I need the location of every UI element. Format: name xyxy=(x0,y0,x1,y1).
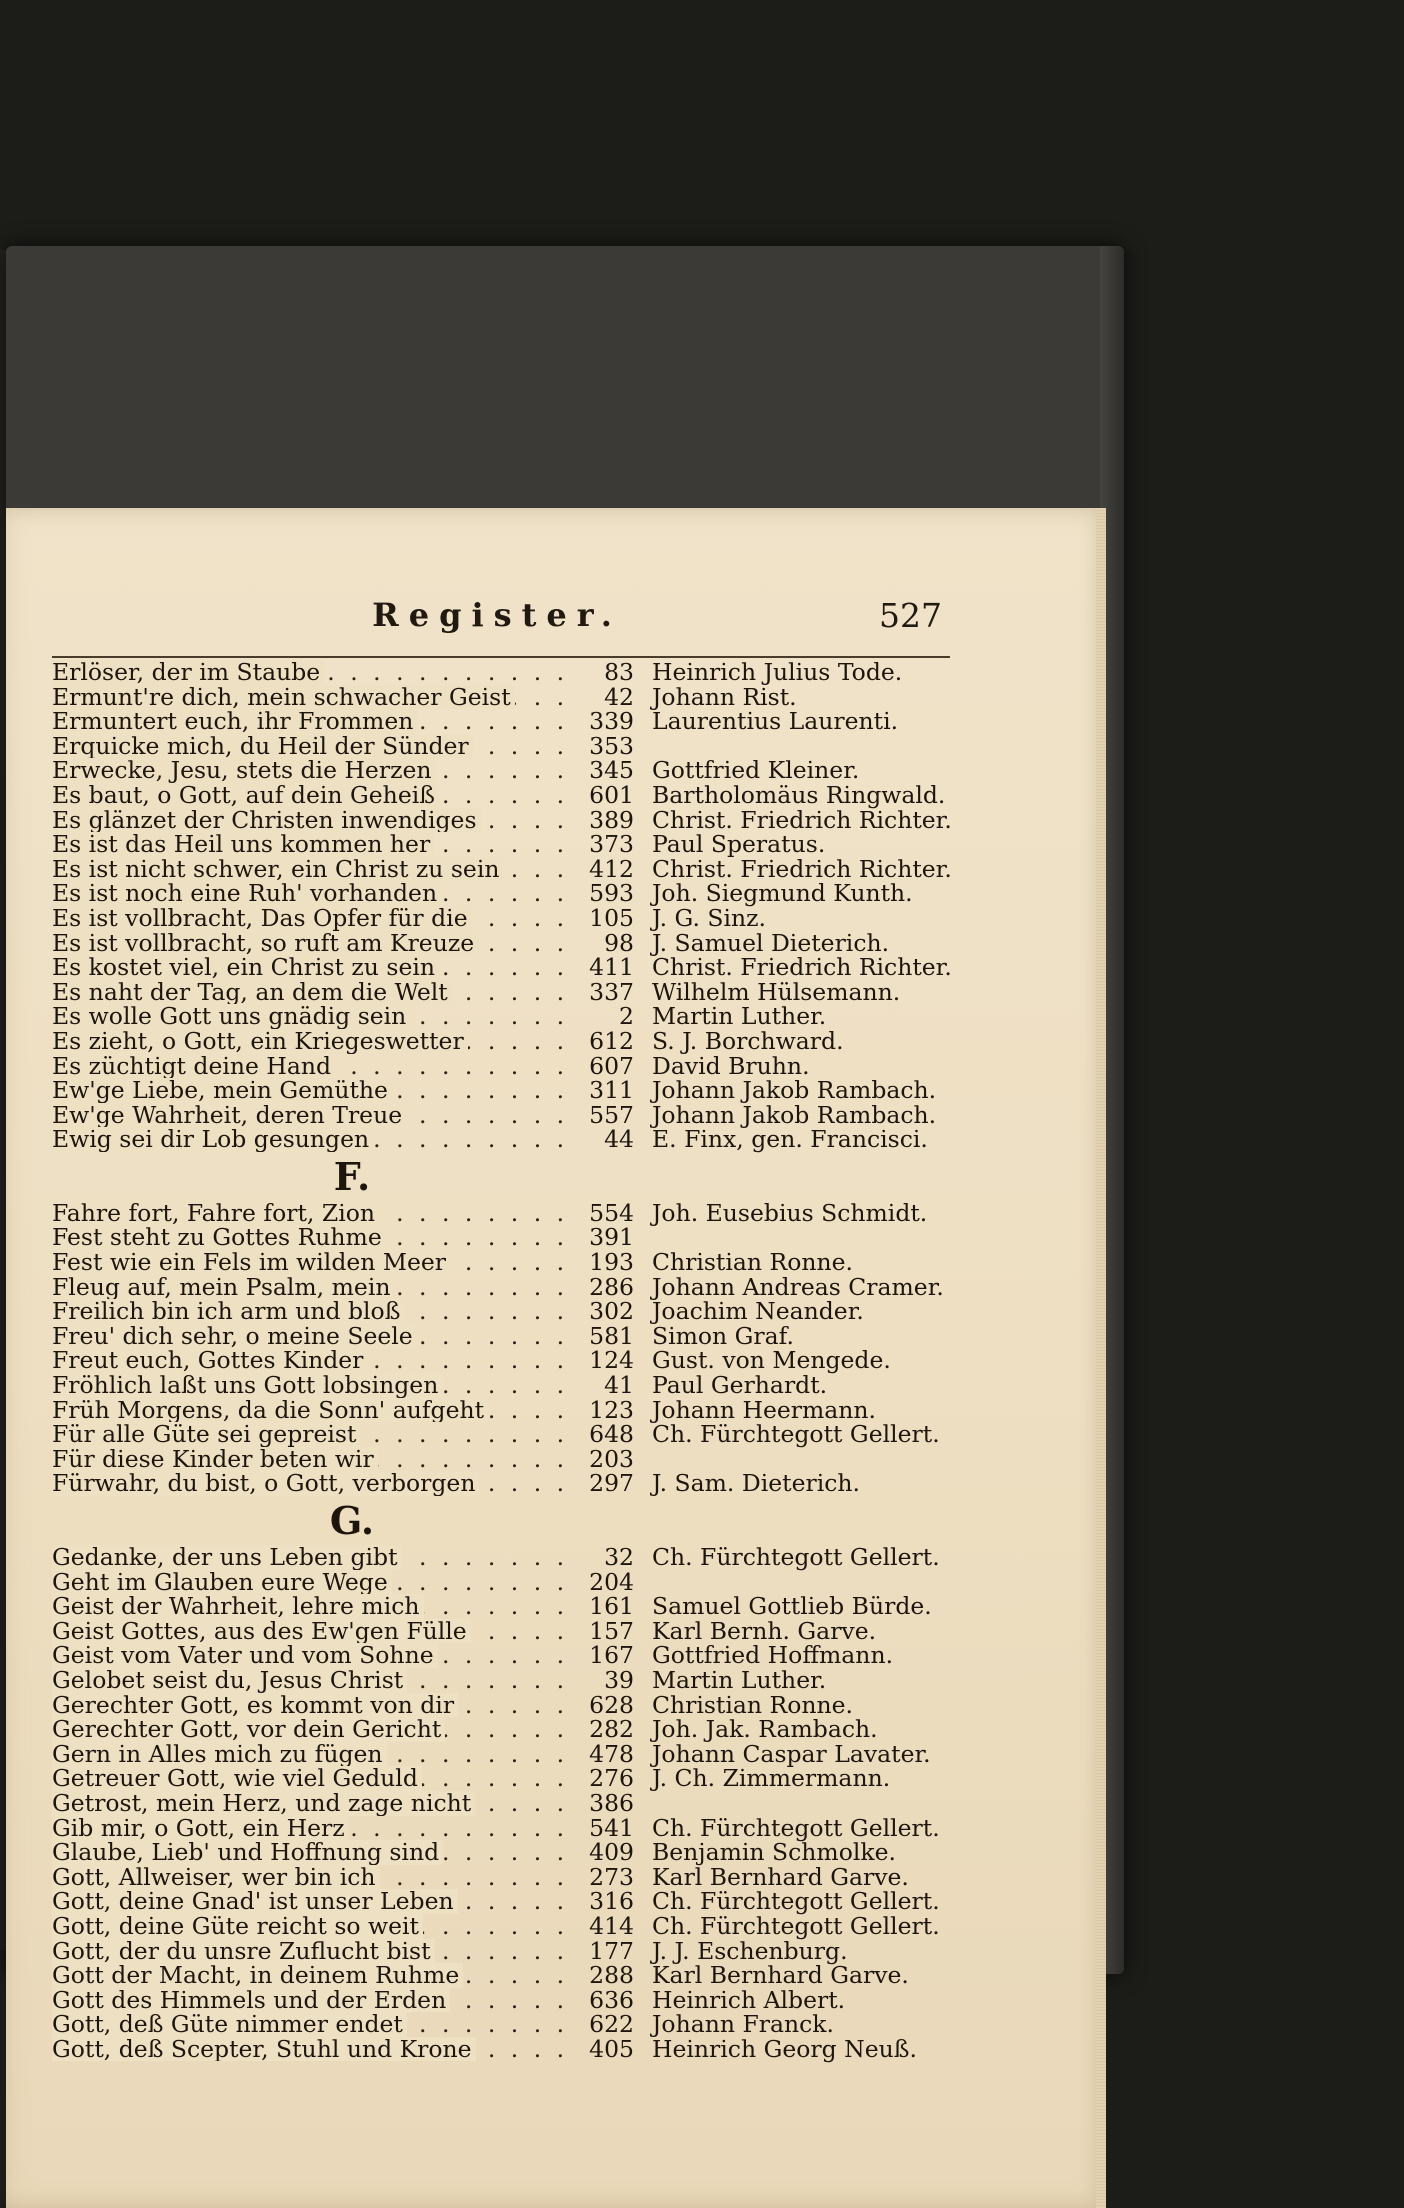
hymn-number: 161 xyxy=(589,1592,634,1621)
hymn-first-line-text: Es wolle Gott uns gnädig sein xyxy=(52,1004,410,1029)
hymn-first-line-text: Es kostet viel, ein Christ zu sein xyxy=(52,955,439,980)
hymn-first-line-text: Geht im Glauben eure Wege xyxy=(52,1570,392,1595)
hymn-first-line xyxy=(52,857,580,882)
book-page xyxy=(6,508,1106,2208)
hymn-number: 167 xyxy=(589,1641,634,1670)
hymn-first-line xyxy=(52,758,580,783)
hymn-number: 286 xyxy=(589,1272,634,1301)
hymn-number: 193 xyxy=(589,1248,634,1277)
hymn-first-line-text: Gott, deine Güte reicht so weit xyxy=(52,1914,423,1939)
register-entry xyxy=(52,1250,952,1275)
hymn-first-line xyxy=(52,1545,580,1570)
hymn-first-line xyxy=(52,931,580,956)
hymn-author: Ch. Fürchtegott Gellert. xyxy=(652,1420,940,1449)
hymn-first-line-text: Fest steht zu Gottes Ruhme xyxy=(52,1225,386,1250)
register-entry xyxy=(52,1665,952,1694)
hymn-first-line xyxy=(52,2037,580,2062)
hymn-author: Karl Bernhard Garve. xyxy=(652,1862,909,1891)
hymn-number: 345 xyxy=(589,756,634,785)
hymn-author: Karl Bernhard Garve. xyxy=(652,1961,909,1990)
hymn-first-line xyxy=(52,1619,580,1644)
hymn-number: 42 xyxy=(604,682,634,711)
hymn-number: 414 xyxy=(589,1911,634,1940)
hymn-first-line-text: Fest wie ein Fels im wilden Meer xyxy=(52,1250,450,1275)
hymn-author: J. J. Eschenburg. xyxy=(652,1936,848,1965)
hymn-number: 411 xyxy=(589,953,634,982)
register-entry xyxy=(52,1272,952,1301)
hymn-first-line-text: Geist Gottes, aus des Ew'gen Fülle xyxy=(52,1619,471,1644)
hymn-first-line xyxy=(52,881,580,906)
hymn-first-line-text: Es zieht, o Gott, ein Kriegeswetter xyxy=(52,1029,468,1054)
hymn-first-line-text: Ew'ge Wahrheit, deren Treue xyxy=(52,1103,406,1128)
hymn-number: 541 xyxy=(589,1813,634,1842)
register-entry xyxy=(52,1373,952,1398)
hymn-number: 32 xyxy=(604,1543,634,1571)
hymn-first-line-text: Gott, deß Güte nimmer endet xyxy=(52,2012,407,2037)
hymn-first-line-text: Glaube, Lieb' und Hoffnung sind xyxy=(52,1840,443,1865)
hymn-first-line xyxy=(52,1004,580,1029)
hymn-number: 389 xyxy=(589,805,634,834)
register-entry xyxy=(52,1567,952,1596)
hymn-number: 386 xyxy=(589,1788,634,1817)
register-entry xyxy=(52,1444,952,1473)
hymn-first-line xyxy=(52,685,580,710)
hymn-first-line xyxy=(52,1816,580,1841)
hymn-number: 554 xyxy=(589,1198,634,1227)
hymn-first-line xyxy=(52,1225,580,1250)
hymn-first-line xyxy=(52,734,580,759)
hymn-author: Christ. Friedrich Richter. xyxy=(652,805,952,834)
hymn-author: Johann Jakob Rambach. xyxy=(652,1100,937,1129)
hymn-first-line-text: Es glänzet der Christen inwendiges xyxy=(52,808,481,833)
hymn-first-line-text: Gelobet seist du, Jesus Christ xyxy=(52,1668,407,1693)
hymn-first-line-text: Für diese Kinder beten wir xyxy=(52,1447,378,1472)
hymn-author: Karl Bernh. Garve. xyxy=(652,1616,877,1645)
hymn-first-line xyxy=(52,832,580,857)
register-entry xyxy=(52,1321,952,1350)
hymn-first-line-text: Erquicke mich, du Heil der Sünder xyxy=(52,734,473,759)
hymn-number: 405 xyxy=(589,2034,634,2063)
hymn-number: 98 xyxy=(604,928,634,957)
hymn-number: 628 xyxy=(589,1690,634,1719)
hymn-author: Gottfried Kleiner. xyxy=(652,756,860,785)
hymn-first-line-text: Gott, der du unsre Zuflucht bist xyxy=(52,1939,435,1964)
hymn-number: 581 xyxy=(589,1321,634,1350)
hymn-author: Heinrich Julius Tode. xyxy=(652,658,903,686)
hymn-author: Benjamin Schmolke. xyxy=(652,1838,896,1867)
hymn-first-line xyxy=(52,1299,580,1324)
hymn-first-line xyxy=(52,1766,580,1791)
hymn-first-line xyxy=(52,906,580,931)
register-entry xyxy=(52,1788,952,1817)
register-entry xyxy=(52,881,952,906)
register-entry xyxy=(52,1395,952,1424)
register-entry xyxy=(52,2012,952,2037)
register-entry xyxy=(52,1545,952,1570)
hymn-author: Christian Ronne. xyxy=(652,1248,853,1277)
hymn-number: 353 xyxy=(589,731,634,760)
hymn-first-line xyxy=(52,955,580,980)
hymn-first-line-text: Gern in Alles mich zu fügen xyxy=(52,1742,387,1767)
hymn-first-line-text: Es baut, o Gott, auf dein Geheiß xyxy=(52,783,439,808)
hymn-first-line-text: Ew'ge Liebe, mein Gemüthe xyxy=(52,1078,392,1103)
hymn-first-line xyxy=(52,1643,580,1668)
register-entry xyxy=(52,903,952,932)
register-entry xyxy=(52,1225,952,1250)
register-entry xyxy=(52,2034,952,2063)
hymn-first-line-text: Fröhlich laßt uns Gott lobsingen xyxy=(52,1373,442,1398)
hymn-author: Gust. von Mengede. xyxy=(652,1346,891,1375)
hymn-number: 316 xyxy=(589,1887,634,1916)
hymn-number: 612 xyxy=(589,1026,634,1055)
hymn-number: 337 xyxy=(589,977,634,1006)
register-entry xyxy=(52,805,952,834)
hymn-first-line xyxy=(52,783,580,808)
hymn-first-line-text: Es ist noch eine Ruh' vorhanden xyxy=(52,881,441,906)
hymn-author: J. Ch. Zimmermann. xyxy=(652,1764,891,1793)
hymn-number: 391 xyxy=(589,1223,634,1252)
hymn-first-line xyxy=(52,808,580,833)
hymn-author: Heinrich Albert. xyxy=(652,1985,846,2014)
hymn-number: 276 xyxy=(589,1764,634,1793)
hymn-first-line-text: Ewig sei dir Lob gesungen xyxy=(52,1127,373,1152)
hymn-first-line-text: Ermunt're dich, mein schwacher Geist xyxy=(52,685,515,710)
hymn-author: E. Finx, gen. Francisci. xyxy=(652,1125,928,1154)
hymn-number: 124 xyxy=(589,1346,634,1375)
hymn-author: Christ. Friedrich Richter. xyxy=(652,854,952,883)
hymn-number: 273 xyxy=(589,1862,634,1891)
register-entry xyxy=(52,854,952,883)
hymn-first-line xyxy=(52,1029,580,1054)
hymn-number: 339 xyxy=(589,707,634,736)
hymn-first-line xyxy=(52,660,580,685)
hymn-number: 409 xyxy=(589,1838,634,1867)
hymn-author: Johann Jakob Rambach. xyxy=(652,1076,937,1105)
hymn-author: Martin Luther. xyxy=(652,1665,827,1694)
hymn-number: 105 xyxy=(589,903,634,932)
register-entry xyxy=(52,1348,952,1373)
hymn-first-line xyxy=(52,1373,580,1398)
register-entry xyxy=(52,1717,952,1742)
hymn-author: S. J. Borchward. xyxy=(652,1026,844,1055)
hymn-number: 607 xyxy=(589,1051,634,1080)
hymn-first-line-text: Erlöser, der im Staube xyxy=(52,660,324,685)
hymn-first-line xyxy=(52,1914,580,1939)
hymn-first-line xyxy=(52,1939,580,1964)
hymn-first-line-text: Fahre fort, Fahre fort, Zion xyxy=(52,1201,379,1226)
hymn-first-line xyxy=(52,1103,580,1128)
hymn-first-line xyxy=(52,1201,580,1226)
hymn-first-line-text: Es naht der Tag, an dem die Welt xyxy=(52,980,452,1005)
hymn-first-line-text: Ermuntert euch, ihr Frommen xyxy=(52,709,417,734)
register-entry xyxy=(52,1616,952,1645)
register-entry xyxy=(52,977,952,1006)
register-entry xyxy=(52,1471,952,1496)
hymn-author: Paul Gerhardt. xyxy=(652,1371,828,1400)
register-entry xyxy=(52,1051,952,1080)
hymn-first-line-text: Gott des Himmels und der Erden xyxy=(52,1988,450,2013)
hymn-number: 39 xyxy=(604,1665,634,1694)
hymn-author: Johann Caspar Lavater. xyxy=(652,1739,931,1768)
hymn-number: 44 xyxy=(604,1125,634,1154)
hymn-author: Joachim Neander. xyxy=(652,1297,864,1326)
page-edge xyxy=(1096,508,1106,2208)
hymn-first-line xyxy=(52,2012,580,2037)
hymn-number: 478 xyxy=(589,1739,634,1768)
hymn-author: Ch. Fürchtegott Gellert. xyxy=(652,1543,940,1571)
register-entry xyxy=(52,1198,952,1227)
hymn-number: 601 xyxy=(589,780,634,809)
hymn-author: Ch. Fürchtegott Gellert. xyxy=(652,1911,940,1940)
hymn-number: 83 xyxy=(604,658,634,686)
hymn-number: 157 xyxy=(589,1616,634,1645)
hymn-first-line xyxy=(52,1840,580,1865)
hymn-first-line xyxy=(52,1447,580,1472)
hymn-first-line xyxy=(52,1865,580,1890)
hymn-first-line xyxy=(52,1250,580,1275)
hymn-number: 203 xyxy=(589,1444,634,1473)
register-entry xyxy=(52,1422,952,1447)
hymn-first-line xyxy=(52,1963,580,1988)
register-entry xyxy=(52,1766,952,1791)
hymn-first-line-text: Gib mir, o Gott, ein Herz xyxy=(52,1816,349,1841)
hymn-number: 302 xyxy=(589,1297,634,1326)
hymn-first-line-text: Gott, deine Gnad' ist unser Leben xyxy=(52,1889,458,1914)
register-entry xyxy=(52,1840,952,1865)
hymn-author: J. Samuel Dieterich. xyxy=(652,928,890,957)
register-entry xyxy=(52,731,952,760)
hymn-author: Wilhelm Hülsemann. xyxy=(652,977,901,1006)
register-entry xyxy=(52,1963,952,1988)
hymn-first-line xyxy=(52,1791,580,1816)
hymn-author: David Bruhn. xyxy=(652,1051,810,1080)
hymn-first-line xyxy=(52,1127,580,1152)
hymn-first-line-text: Getreuer Gott, wie viel Geduld xyxy=(52,1766,422,1791)
hymn-first-line xyxy=(52,1594,580,1619)
hymn-first-line xyxy=(52,1348,580,1373)
hymn-first-line-text: Freu' dich sehr, o meine Seele xyxy=(52,1324,417,1349)
hymn-first-line-text: Gott, deß Scepter, Stuhl und Krone xyxy=(52,2037,476,2062)
hymn-number: 123 xyxy=(589,1395,634,1424)
hymn-first-line xyxy=(52,1422,580,1447)
hymn-author: Ch. Fürchtegott Gellert. xyxy=(652,1813,940,1842)
running-title: Register. xyxy=(372,596,622,634)
hymn-author: Heinrich Georg Neuß. xyxy=(652,2034,917,2063)
register-entry xyxy=(52,780,952,809)
register-entry xyxy=(52,1911,952,1940)
hymn-number: 648 xyxy=(589,1420,634,1449)
hymn-number: 2 xyxy=(619,1002,634,1031)
hymn-number: 311 xyxy=(589,1076,634,1105)
hymn-first-line-text: Es ist nicht schwer, ein Christ zu sein xyxy=(52,857,503,882)
hymn-author: Johann Franck. xyxy=(652,2010,835,2039)
hymn-author: Christian Ronne. xyxy=(652,1690,853,1719)
register-entry xyxy=(52,660,952,685)
hymn-number: 373 xyxy=(589,830,634,859)
register-entry xyxy=(52,1004,952,1029)
hymn-first-line-text: Getrost, mein Herz, und zage nicht xyxy=(52,1791,475,1816)
hymn-first-line xyxy=(52,1988,580,2013)
hymn-first-line xyxy=(52,1078,580,1103)
hymn-first-line-text: Früh Morgens, da die Sonn' aufgeht xyxy=(52,1398,488,1423)
hymn-author: Laurentius Laurenti. xyxy=(652,707,899,736)
book-cover xyxy=(6,246,1124,2063)
hymn-first-line-text: Es ist vollbracht, Das Opfer für die xyxy=(52,906,472,931)
hymn-first-line-text: Es ist das Heil uns kommen her xyxy=(52,832,434,857)
register-entry xyxy=(52,1936,952,1965)
hymn-first-line xyxy=(52,709,580,734)
hymn-number: 412 xyxy=(589,854,634,883)
register-entry xyxy=(52,709,952,734)
hymn-first-line-text: Geist vom Vater und vom Sohne xyxy=(52,1643,438,1668)
hymn-first-line-text: Freut euch, Gottes Kinder xyxy=(52,1348,367,1373)
hymn-first-line-text: Gerechter Gott, es kommt von dir xyxy=(52,1693,458,1718)
register-entry xyxy=(52,1078,952,1103)
hymn-number: 622 xyxy=(589,2010,634,2039)
hymn-first-line-text: Fürwahr, du bist, o Gott, verborgen xyxy=(52,1471,479,1496)
section-heading: F. xyxy=(333,1153,371,1199)
register-entry xyxy=(52,1985,952,2014)
hymn-first-line-text: Gerechter Gott, vor dein Gericht xyxy=(52,1717,445,1742)
hymn-number: 593 xyxy=(589,879,634,908)
hymn-author: Samuel Gottlieb Bürde. xyxy=(652,1592,932,1621)
hymn-first-line xyxy=(52,1668,580,1693)
hymn-first-line-text: Freilich bin ich arm und bloß xyxy=(52,1299,404,1324)
section-heading: G. xyxy=(329,1498,375,1543)
register-entry xyxy=(52,928,952,957)
register-entry xyxy=(52,682,952,711)
register-entry xyxy=(52,1862,952,1891)
hymn-number: 557 xyxy=(589,1100,634,1129)
hymn-first-line xyxy=(52,1471,580,1496)
hymn-first-line xyxy=(52,1693,580,1718)
register-entry xyxy=(52,758,952,783)
register-entry xyxy=(52,1813,952,1842)
register-entry xyxy=(52,1889,952,1914)
hymn-author: Simon Graf. xyxy=(652,1321,794,1350)
hymn-first-line xyxy=(52,1889,580,1914)
hymn-first-line xyxy=(52,1275,580,1300)
page-header xyxy=(52,596,942,646)
hymn-first-line-text: Es ist vollbracht, so ruft am Kreuze xyxy=(52,931,478,956)
hymn-author: Johann Heermann. xyxy=(652,1395,877,1424)
hymn-first-line xyxy=(52,1717,580,1742)
register-entry xyxy=(52,1026,952,1055)
hymn-number: 297 xyxy=(589,1469,634,1498)
hymn-number: 177 xyxy=(589,1936,634,1965)
register-entry xyxy=(52,832,952,857)
hymn-author: Bartholomäus Ringwald. xyxy=(652,780,946,809)
hymn-first-line-text: Gott, Allweiser, wer bin ich xyxy=(52,1865,380,1890)
hymn-author: Martin Luther. xyxy=(652,1002,827,1031)
hymn-first-line-text: Es züchtigt deine Hand xyxy=(52,1054,335,1079)
hymn-author: Joh. Jak. Rambach. xyxy=(652,1715,878,1744)
hymn-author: Christ. Friedrich Richter. xyxy=(652,953,952,982)
hymn-author: Johann Rist. xyxy=(652,682,797,711)
hymn-first-line xyxy=(52,980,580,1005)
hymn-first-line-text: Gott der Macht, in deinem Ruhme xyxy=(52,1963,463,1988)
hymn-first-line xyxy=(52,1398,580,1423)
register-index xyxy=(52,660,952,2061)
hymn-first-line-text: Für alle Güte sei gepreist xyxy=(52,1422,360,1447)
hymn-number: 204 xyxy=(589,1567,634,1596)
hymn-first-line-text: Geist der Wahrheit, lehre mich xyxy=(52,1594,424,1619)
hymn-author: Gottfried Hoffmann. xyxy=(652,1641,894,1670)
hymn-author: J. Sam. Dieterich. xyxy=(652,1469,861,1498)
hymn-author: Joh. Eusebius Schmidt. xyxy=(652,1198,928,1227)
hymn-first-line-text: Fleug auf, mein Psalm, mein xyxy=(52,1275,394,1300)
hymn-number: 636 xyxy=(589,1985,634,2014)
register-entry xyxy=(52,955,952,980)
hymn-first-line xyxy=(52,1054,580,1079)
register-entry xyxy=(52,1643,952,1668)
register-entry xyxy=(52,1739,952,1768)
hymn-number: 288 xyxy=(589,1961,634,1990)
register-entry xyxy=(52,1690,952,1719)
hymn-author: Joh. Siegmund Kunth. xyxy=(652,879,913,908)
hymn-author: Johann Andreas Cramer. xyxy=(652,1272,944,1301)
register-entry xyxy=(52,1299,952,1324)
hymn-first-line-text: Erwecke, Jesu, stets die Herzen xyxy=(52,758,436,783)
hymn-first-line-text: Gedanke, der uns Leben gibt xyxy=(52,1545,402,1570)
register-entry xyxy=(52,1127,952,1152)
page-number: 527 xyxy=(879,596,942,635)
hymn-first-line xyxy=(52,1742,580,1767)
hymn-number: 41 xyxy=(604,1371,634,1400)
hymn-author: Paul Speratus. xyxy=(652,830,826,859)
hymn-number: 282 xyxy=(589,1715,634,1744)
hymn-first-line xyxy=(52,1570,580,1595)
register-entry xyxy=(52,1100,952,1129)
hymn-first-line xyxy=(52,1324,580,1349)
hymn-author: Ch. Fürchtegott Gellert. xyxy=(652,1887,940,1916)
register-entry xyxy=(52,1594,952,1619)
hymn-author: J. G. Sinz. xyxy=(652,903,767,932)
